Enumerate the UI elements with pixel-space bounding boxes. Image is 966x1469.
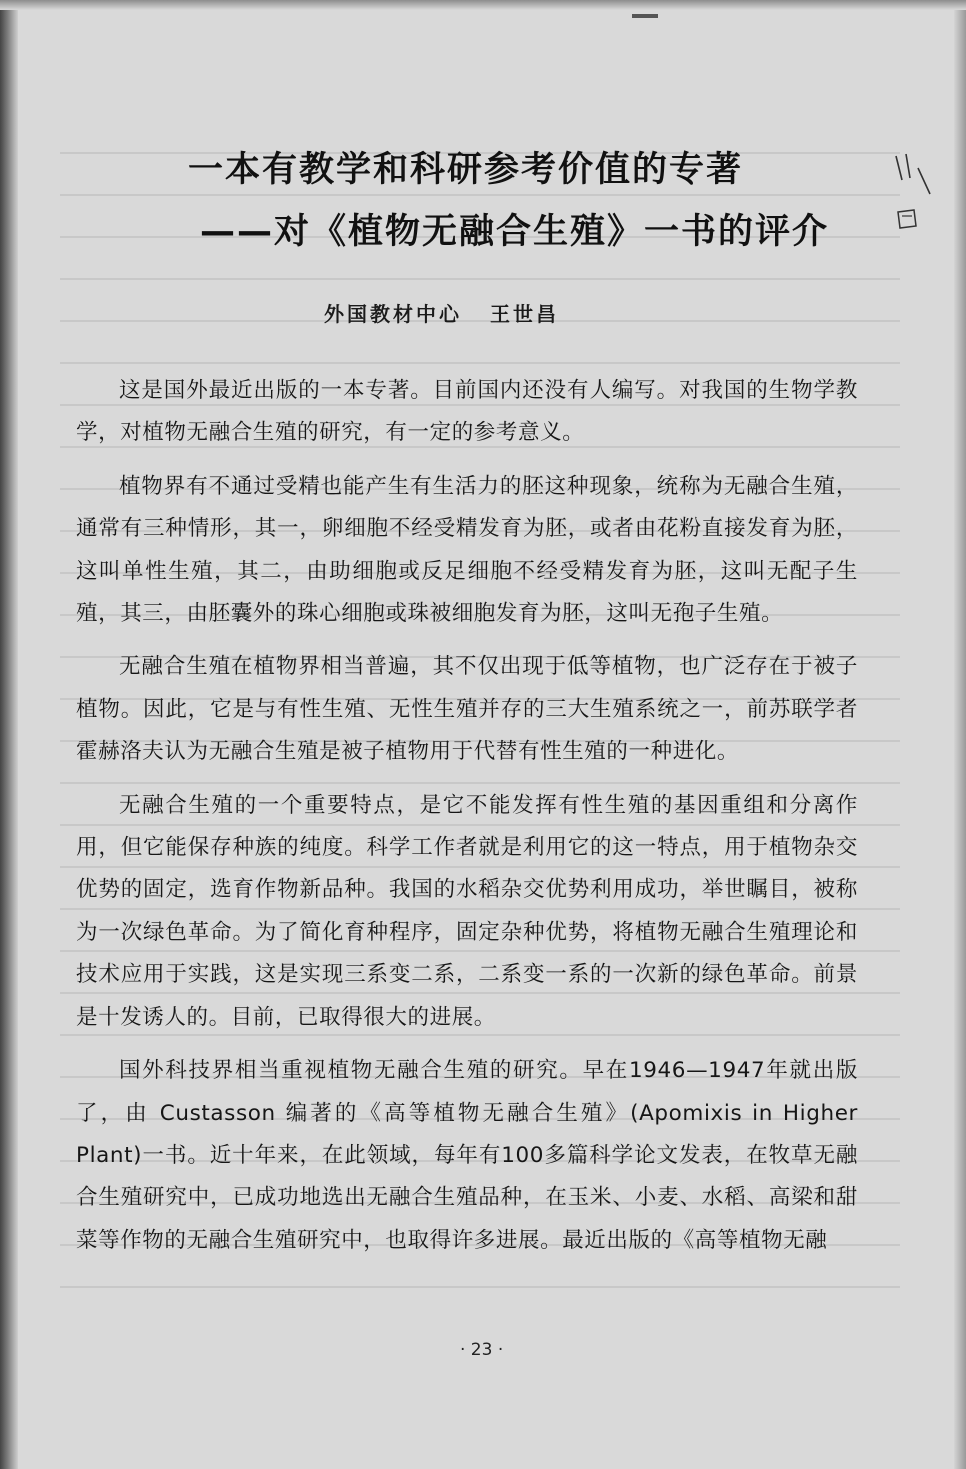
paragraph-1: 这是国外最近出版的一本专著。目前国内还没有人编写。对我国的生物学教学，对植物无融合生殖的研究，有一定的参考意义。	[76, 378, 858, 446]
author-line	[324, 298, 559, 327]
article-body	[76, 370, 858, 1273]
paragraph-3: 无融合生殖在植物界相当普遍，其不仅出现于低等植物，也广泛存在于被子植物。因此，它是与有性生殖、无性生殖并存的三大生殖系统之一，前苏联学者霍赫洛夫认为无融合生殖是被子植物用于代替有性生殖的一种进化。	[76, 654, 858, 765]
title-block	[180, 146, 830, 256]
author-name: 王世昌	[490, 302, 559, 326]
page-number: · 23 ·	[460, 1340, 504, 1360]
page-binding-shadow	[0, 0, 18, 1469]
page-subtitle: ——对《植物无融合生殖》一书的评介	[200, 212, 830, 252]
handwritten-margin-note-icon	[888, 150, 938, 240]
paragraph-2: 植物界有不通过受精也能产生有生活力的胚这种现象，统称为无融合生殖，通常有三种情形，其一，卵细胞不经受精发育为胚，或者由花粉直接发育为胚，这叫单性生殖，其二，由助细胞或反足细胞不经受精发育为胚，这叫无配子生殖，其三，由胚囊外的珠心细胞或珠被细胞发育为胚，这叫无孢子生殖。	[76, 473, 858, 627]
top-mark	[632, 14, 658, 18]
page-title: 一本有教学和科研参考价值的专著	[188, 150, 744, 190]
author-organization: 外国教材中心	[324, 302, 462, 326]
page-right-edge	[954, 0, 966, 1469]
paragraph-5: 国外科技界相当重视植物无融合生殖的研究。早在1946—1947年就出版了，由 Custasson 编著的《高等植物无融合生殖》(Apomixis in Higher Plant)一书。近十年来，在此领域，每年有100多篇科学论文发表，在牧草无融合生殖研究中，已成功地选出无融合生殖品种，在玉米、小麦、水稻、高梁和甜菜等作物的无融合生殖研究中，也取得许多进展。最近出版的《高等植物无融	[76, 1058, 858, 1253]
paragraph-4: 无融合生殖的一个重要特点，是它不能发挥有性生殖的基因重组和分离作用，但它能保存种族的纯度。科学工作者就是利用它的这一特点，用于植物杂交优势的固定，选育作物新品种。我国的水稻杂交优势利用成功，举世瞩目，被称为一次绿色革命。为了简化育种程序，固定杂种优势，将植物无融合生殖理论和技术应用于实践，这是实现三系变二系，二系变一系的一次新的绿色革命。前景是十发诱人的。目前，已取得很大的进展。	[76, 792, 858, 1030]
page-top-edge	[0, 0, 966, 10]
